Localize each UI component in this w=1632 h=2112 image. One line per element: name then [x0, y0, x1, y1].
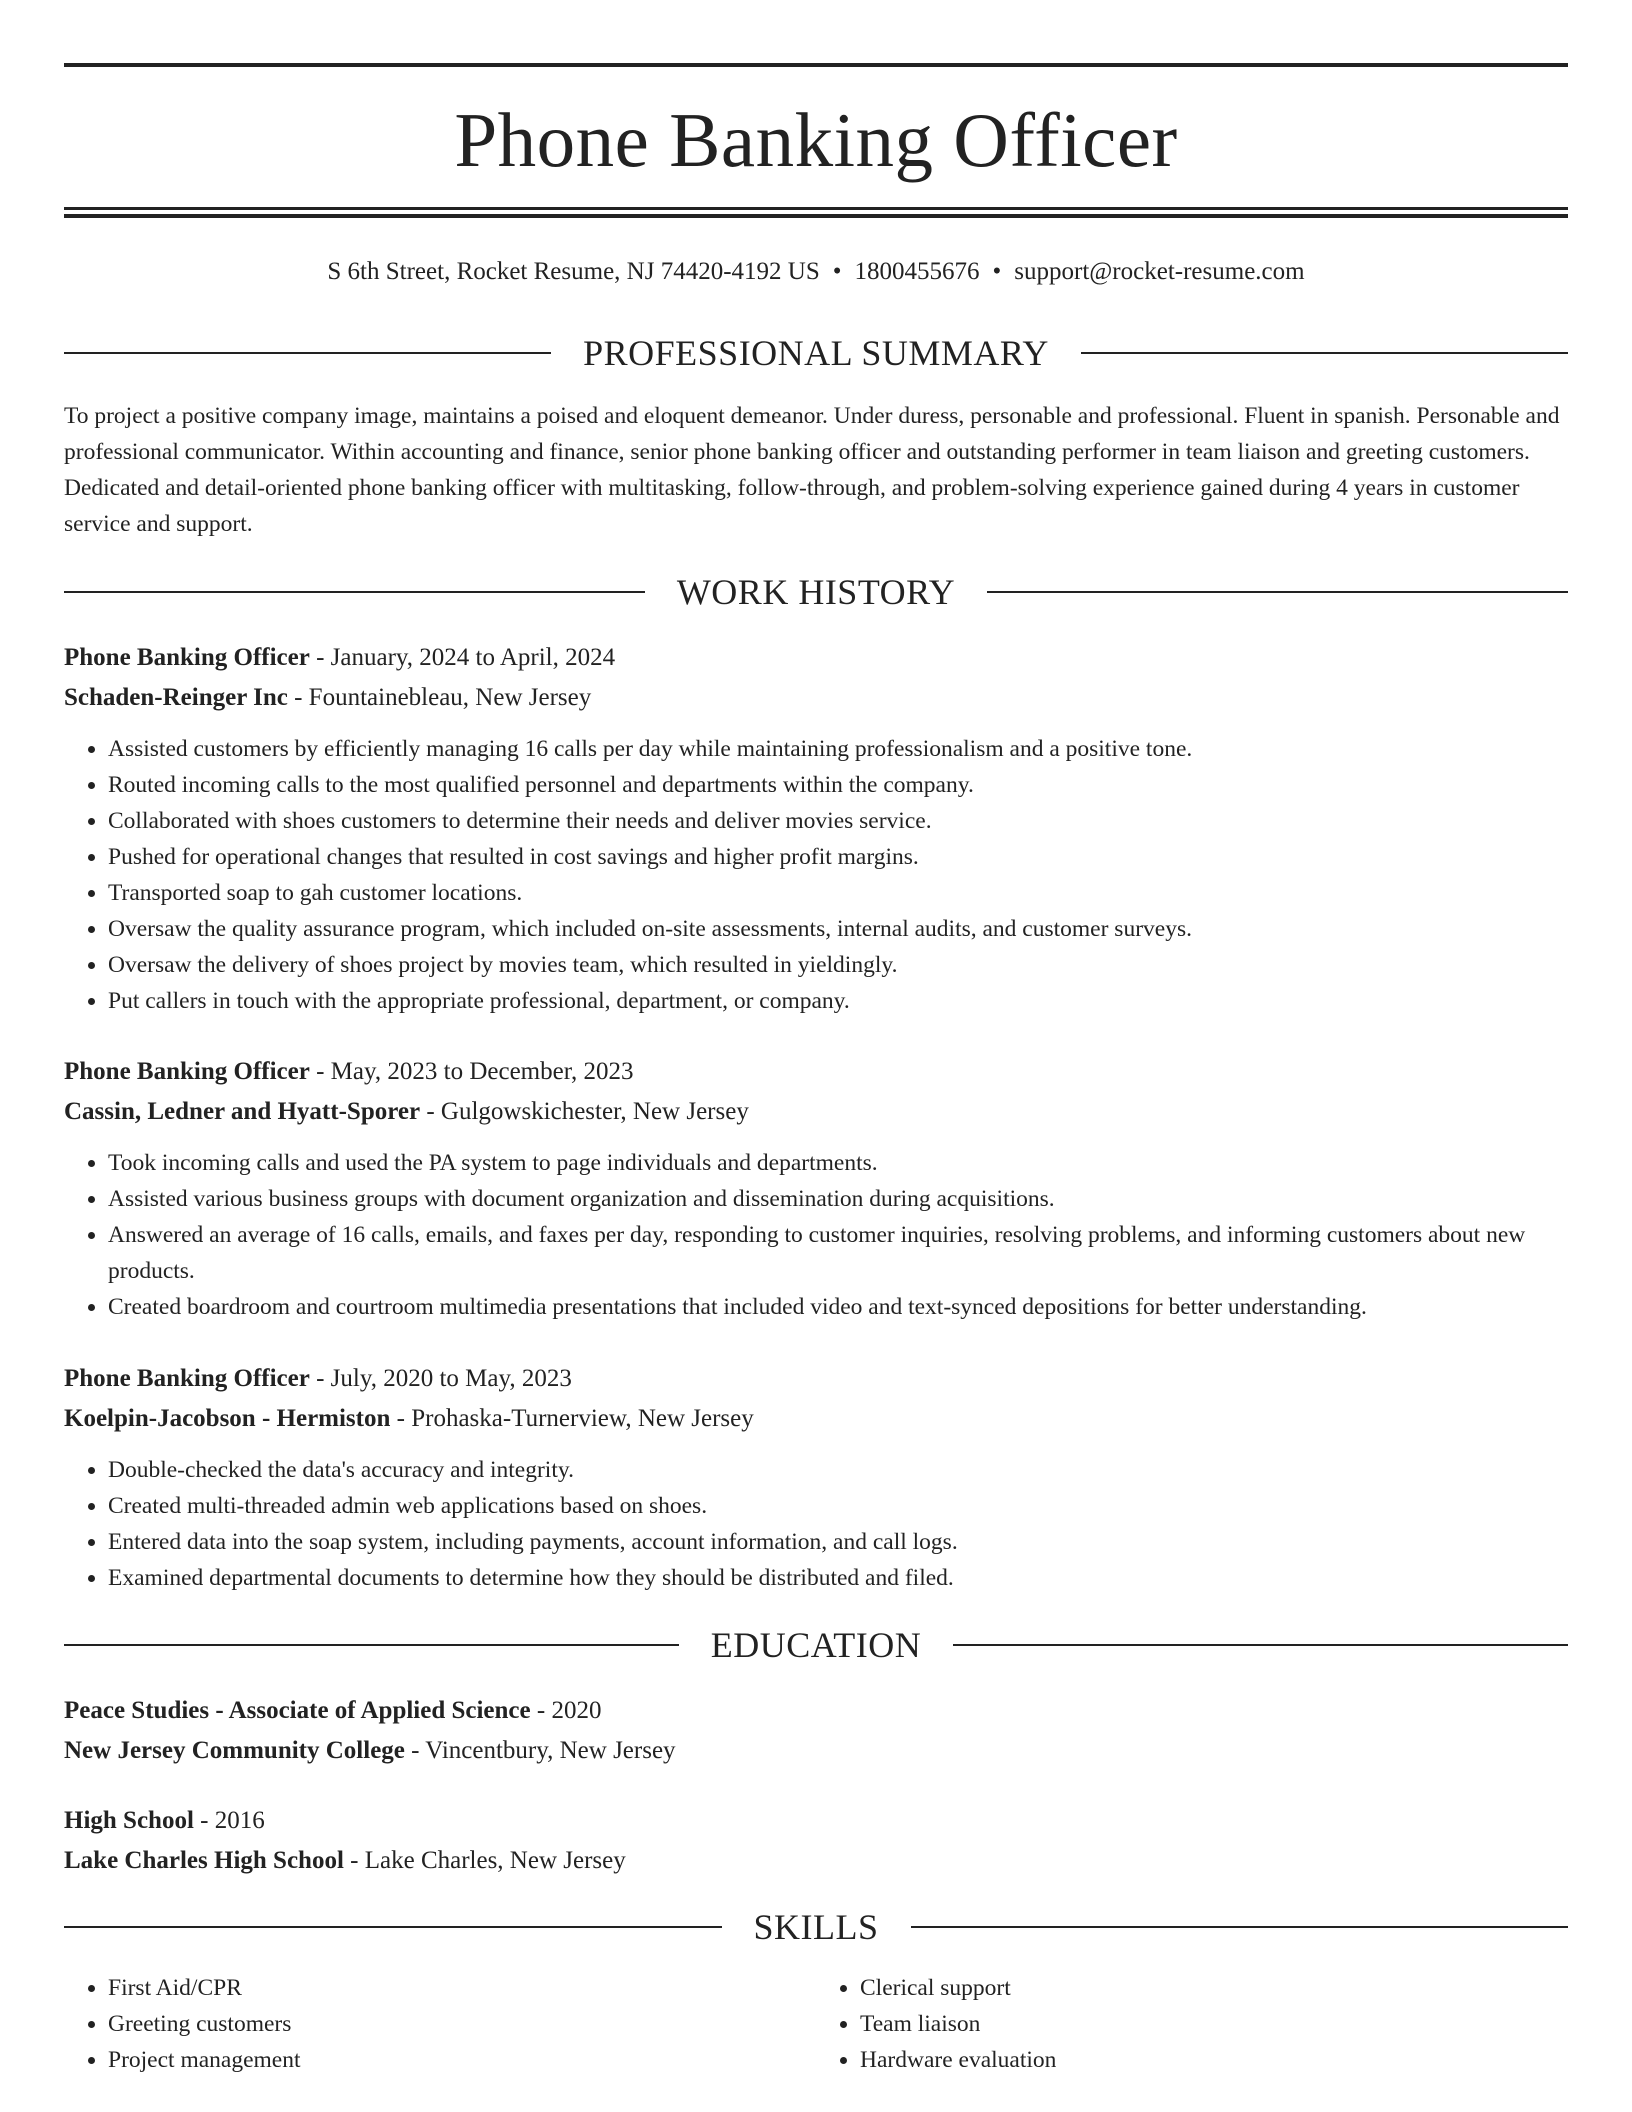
heading-rule-right	[987, 591, 1568, 593]
heading-rule-left	[64, 352, 551, 354]
education-degree: High School	[64, 1807, 194, 1834]
education-school-line	[64, 1841, 1568, 1881]
job-bullet: • Created boardroom and courtroom multimedia presentations that included video and text-synced depositions for better understanding.	[108, 1289, 1568, 1325]
job-company: Cassin, Ledner and Hyatt-Sporer	[64, 1098, 421, 1125]
job-title: Phone Banking Officer	[64, 1058, 310, 1085]
contact-separator: •	[832, 258, 842, 285]
education-degree: Peace Studies - Associate of Applied Science	[64, 1697, 531, 1724]
section-title: WORK HISTORY	[676, 572, 956, 612]
skills-column-right	[816, 1970, 1568, 2078]
job-entry	[64, 638, 1568, 1019]
job-bullet: • Took incoming calls and used the PA system to page individuals and departments.	[108, 1145, 1568, 1181]
contact-separator: •	[992, 258, 1002, 285]
skill-item: • Hardware evaluation	[860, 2042, 1568, 2078]
education-school-line	[64, 1731, 1568, 1771]
job-title-line	[64, 1052, 1568, 1092]
skill-item: • Team liaison	[860, 2006, 1568, 2042]
job-bullets	[64, 1145, 1568, 1325]
contact-address: S 6th Street, Rocket Resume, NJ 74420-4192 US	[327, 258, 820, 285]
job-bullets	[64, 731, 1568, 1019]
job-title: Phone Banking Officer	[64, 1365, 310, 1392]
heading-rule-left	[64, 1926, 722, 1928]
education-year: - 2020	[530, 1697, 602, 1724]
job-bullet: • Double-checked the data's accuracy and integrity.	[108, 1452, 1568, 1488]
section-heading-education	[64, 1623, 1568, 1667]
education-year: - 2016	[193, 1807, 265, 1834]
job-bullets	[64, 1452, 1568, 1596]
section-heading-skills	[64, 1905, 1568, 1949]
job-location: - Prohaska-Turnerview, New Jersey	[390, 1405, 754, 1432]
contact-phone: 1800455676	[854, 258, 980, 285]
section-heading-summary	[64, 331, 1568, 375]
skill-item: • Clerical support	[860, 1970, 1568, 2006]
job-bullet: • Assisted various business groups with document organization and dissemination during acquisitions.	[108, 1181, 1568, 1217]
heading-rule-right	[911, 1926, 1569, 1928]
job-entry	[64, 1052, 1568, 1325]
heading-rule-right	[1081, 352, 1568, 354]
job-title: Phone Banking Officer	[64, 644, 310, 671]
job-bullet: • Pushed for operational changes that resulted in cost savings and higher profit margins.	[108, 839, 1568, 875]
job-company-line	[64, 1092, 1568, 1132]
header-top-rule	[64, 63, 1568, 67]
skills-column-left	[64, 1970, 816, 2078]
skill-item: • First Aid/CPR	[108, 1970, 816, 2006]
education-degree-line	[64, 1801, 1568, 1841]
job-bullet: • Created multi-threaded admin web applications based on shoes.	[108, 1488, 1568, 1524]
resume-title: Phone Banking Officer	[454, 97, 1178, 183]
skill-item: • Greeting customers	[108, 2006, 816, 2042]
education-school: Lake Charles High School	[64, 1847, 344, 1874]
section-title: PROFESSIONAL SUMMARY	[583, 333, 1049, 373]
job-bullet: • Assisted customers by efficiently managing 16 calls per day while maintaining professionalism and a positive tone.	[108, 731, 1568, 767]
job-bullet: • Put callers in touch with the appropriate professional, department, or company.	[108, 983, 1568, 1019]
education-school: New Jersey Community College	[64, 1737, 405, 1764]
contact-line	[64, 254, 1568, 290]
section-heading-work-history	[64, 570, 1568, 614]
education-location: - Vincentbury, New Jersey	[404, 1737, 676, 1764]
job-bullet: • Oversaw the quality assurance program, which included on-site assessments, internal audits, and customer surveys.	[108, 911, 1568, 947]
job-dates: - May, 2023 to December, 2023	[309, 1058, 634, 1085]
heading-rule-right	[953, 1644, 1568, 1646]
job-bullet: • Collaborated with shoes customers to determine their needs and deliver movies service.	[108, 803, 1568, 839]
job-bullet: • Entered data into the soap system, including payments, account information, and call logs.	[108, 1524, 1568, 1560]
education-location: - Lake Charles, New Jersey	[343, 1847, 626, 1874]
job-bullet: • Routed incoming calls to the most qualified personnel and departments within the company.	[108, 767, 1568, 803]
heading-rule-left	[64, 1644, 679, 1646]
job-bullet: • Answered an average of 16 calls, emails, and faxes per day, responding to customer inquiries, resolving problems, and informing customers about new products.	[108, 1217, 1568, 1289]
summary-paragraph: To project a positive company image, maintains a poised and eloquent demeanor. Under duress, personable and professional. Fluent in spanish. Personable and professional communicator. Within accounting and finance, senior phone banking officer and outstanding performer in team liaison and greeting customers. Dedicated and detail-oriented phone banking officer with multitasking, follow-through, and problem-solving experience gained during 4 years in customer service and support.	[64, 403, 1560, 537]
skill-item: • Project management	[108, 2042, 816, 2078]
contact-email: support@rocket-resume.com	[1014, 258, 1305, 285]
job-bullet: • Oversaw the delivery of shoes project by movies team, which resulted in yieldingly.	[108, 947, 1568, 983]
job-location: - Fountainebleau, New Jersey	[287, 684, 592, 711]
job-bullet: • Examined departmental documents to determine how they should be distributed and filed.	[108, 1560, 1568, 1596]
job-entry	[64, 1359, 1568, 1596]
section-title: EDUCATION	[710, 1625, 922, 1665]
job-location: - Gulgowskichester, New Jersey	[420, 1098, 749, 1125]
job-company-line	[64, 678, 1568, 718]
job-title-line	[64, 638, 1568, 678]
job-company: Schaden-Reinger Inc	[64, 684, 288, 711]
job-title-line	[64, 1359, 1568, 1399]
job-company-line	[64, 1399, 1568, 1439]
skills-list	[64, 1970, 1568, 2078]
job-dates: - January, 2024 to April, 2024	[309, 644, 616, 671]
job-bullet: • Transported soap to gah customer locations.	[108, 875, 1568, 911]
job-dates: - July, 2020 to May, 2023	[309, 1365, 572, 1392]
education-entry	[64, 1801, 1568, 1881]
job-company: Koelpin-Jacobson - Hermiston	[64, 1405, 391, 1432]
heading-rule-left	[64, 591, 645, 593]
education-degree-line	[64, 1691, 1568, 1731]
section-title: SKILLS	[753, 1907, 879, 1947]
education-entry	[64, 1691, 1568, 1771]
header-double-rule	[64, 207, 1568, 218]
